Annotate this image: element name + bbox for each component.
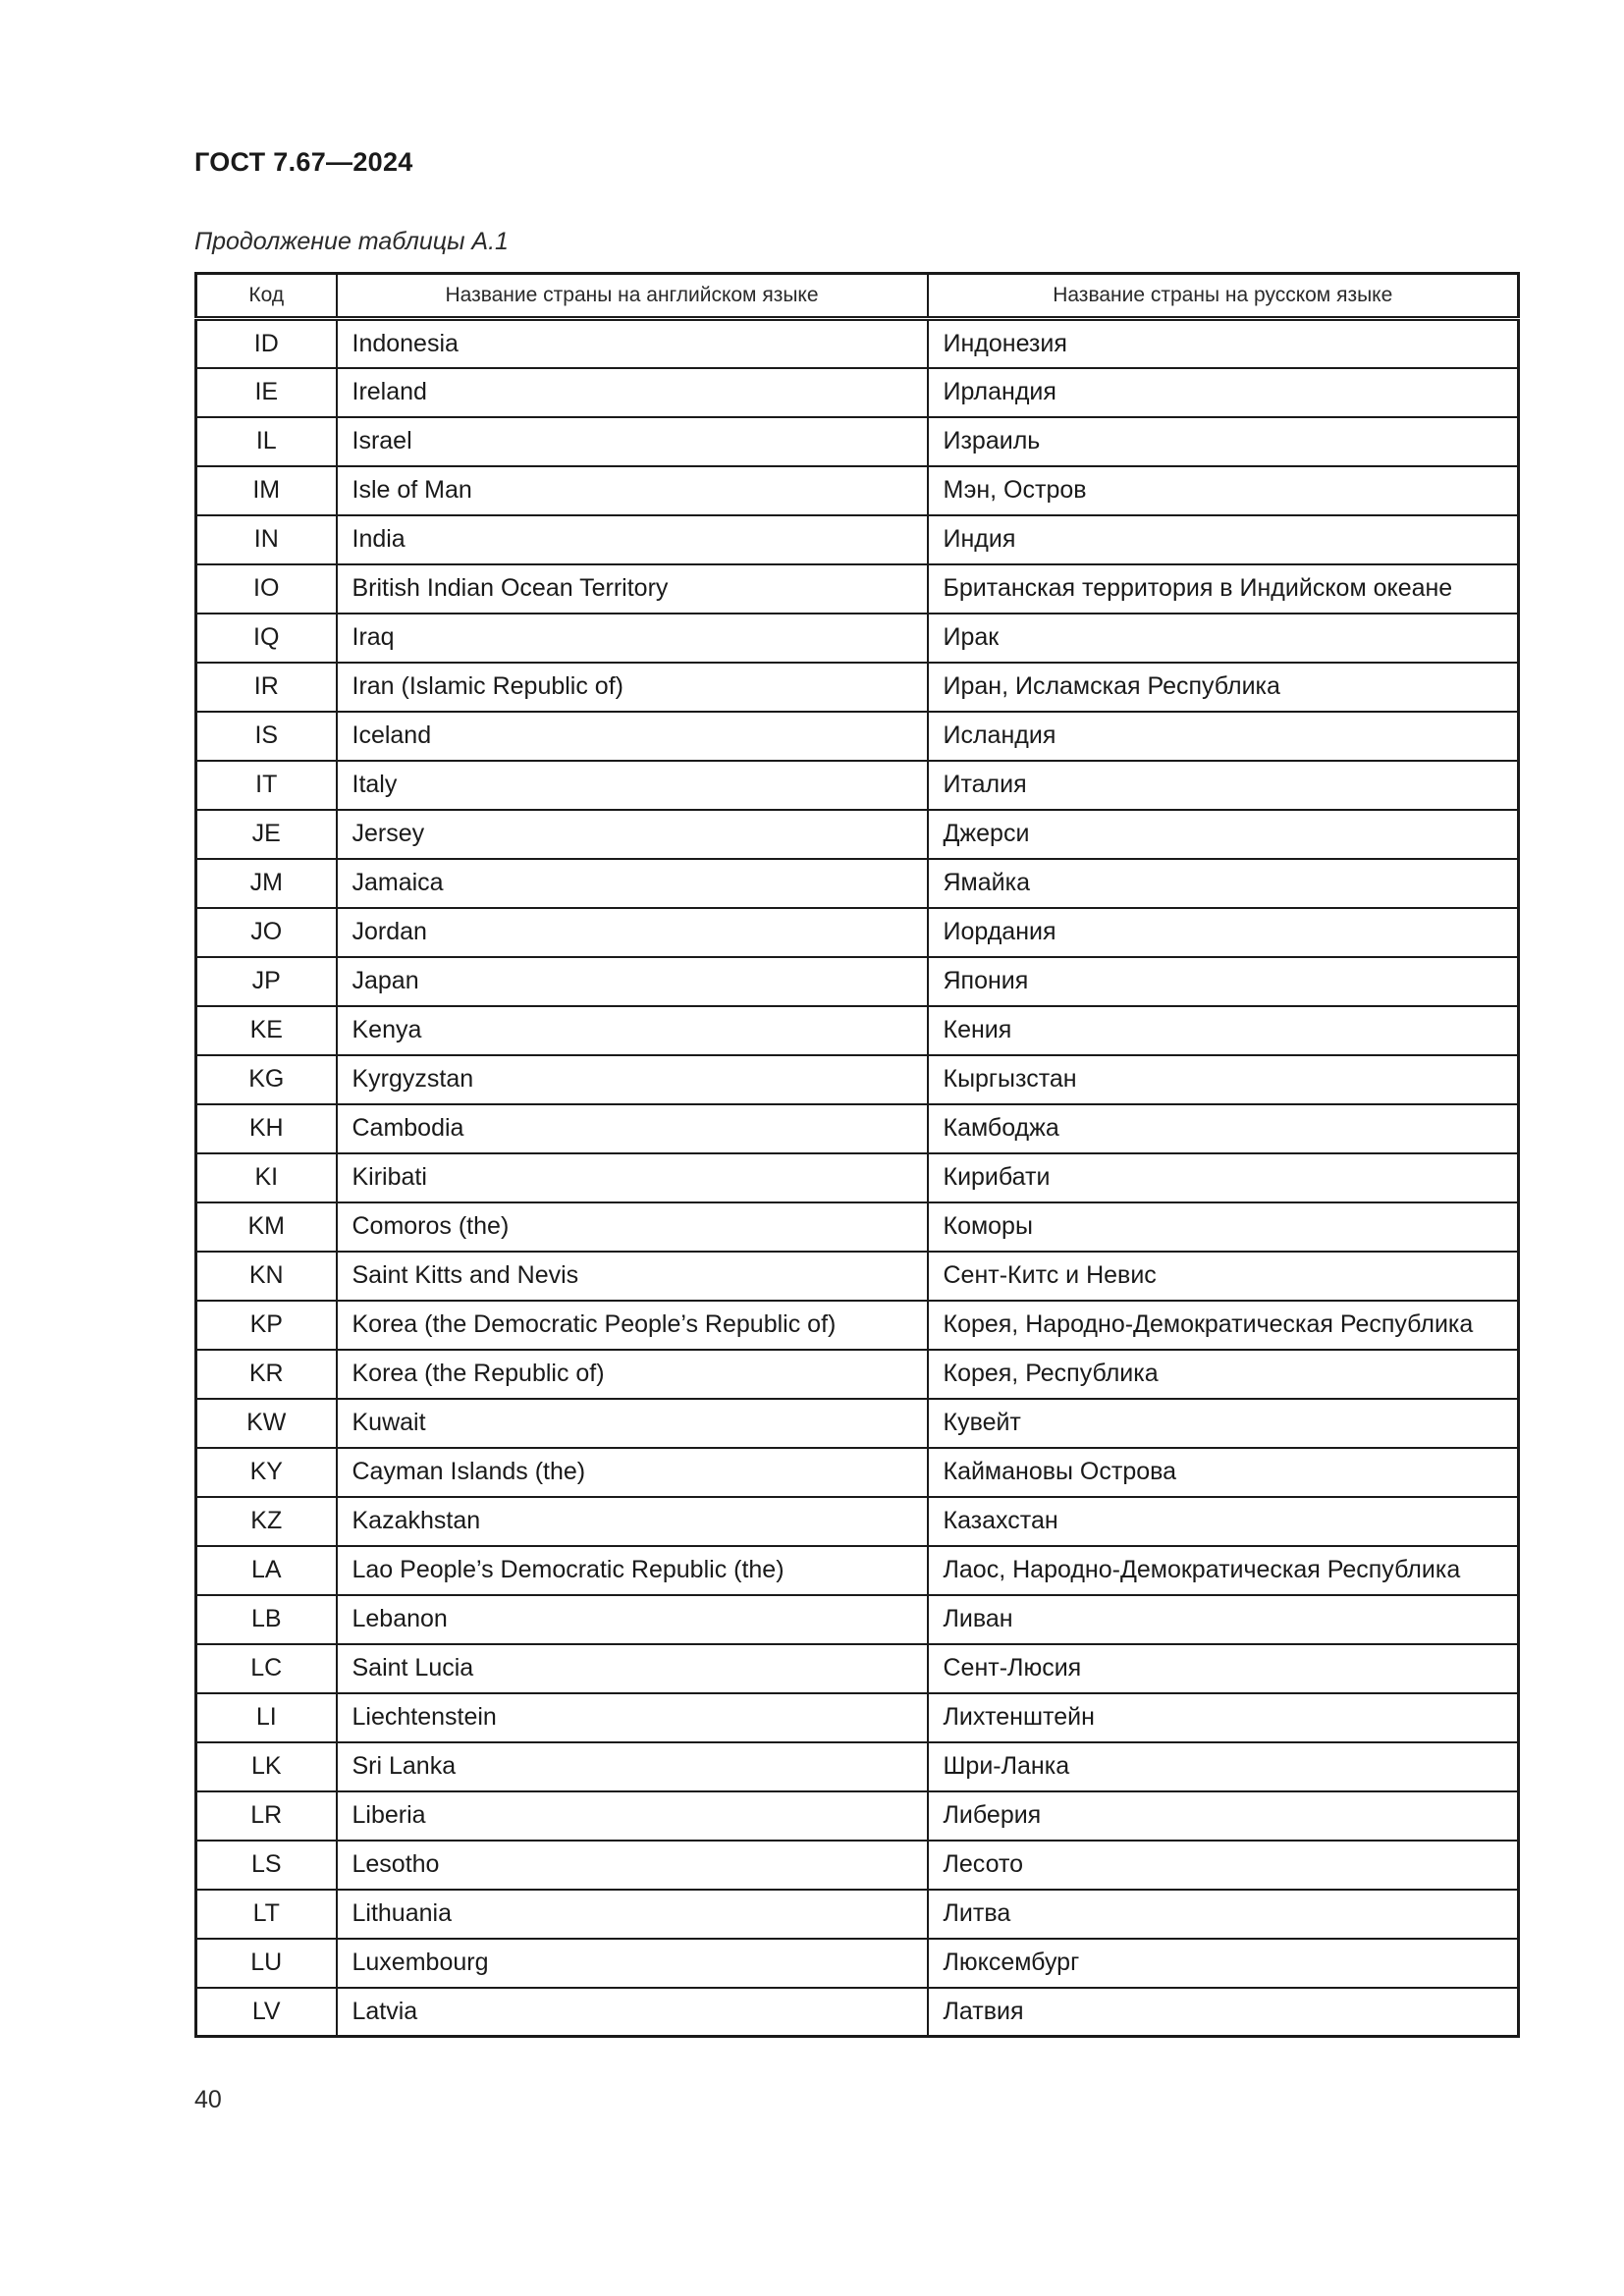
table-row (196, 1252, 1519, 1301)
english-name-cell: Ireland (337, 368, 928, 417)
russian-name-cell: Кувейт (928, 1399, 1519, 1448)
country-code-cell: LU (196, 1939, 337, 1988)
russian-name-cell: Камбоджа (928, 1104, 1519, 1153)
table-row (196, 1791, 1519, 1841)
english-name-cell: Indonesia (337, 319, 928, 368)
table-body (196, 319, 1519, 2037)
country-code-cell: LA (196, 1546, 337, 1595)
english-name-cell: India (337, 515, 928, 564)
table-row (196, 1448, 1519, 1497)
table-row (196, 368, 1519, 417)
table-caption: Продолжение таблицы А.1 (194, 228, 509, 255)
column-header-english-name: Название страны на английском языке (337, 274, 928, 319)
table-row (196, 515, 1519, 564)
english-name-cell: Luxembourg (337, 1939, 928, 1988)
table-header (196, 274, 1519, 319)
table-row (196, 1742, 1519, 1791)
country-code-cell: IE (196, 368, 337, 417)
country-code-cell: LS (196, 1841, 337, 1890)
country-code-cell: LR (196, 1791, 337, 1841)
table-row (196, 1693, 1519, 1742)
russian-name-cell: Кыргызстан (928, 1055, 1519, 1104)
russian-name-cell: Индия (928, 515, 1519, 564)
table-row (196, 1153, 1519, 1202)
russian-name-cell: Шри-Ланка (928, 1742, 1519, 1791)
table-row (196, 1350, 1519, 1399)
russian-name-cell: Ирландия (928, 368, 1519, 417)
russian-name-cell: Кирибати (928, 1153, 1519, 1202)
english-name-cell: Liberia (337, 1791, 928, 1841)
english-name-cell: Saint Kitts and Nevis (337, 1252, 928, 1301)
country-code-cell: KN (196, 1252, 337, 1301)
country-code-cell: LB (196, 1595, 337, 1644)
russian-name-cell: Италия (928, 761, 1519, 810)
table-row (196, 712, 1519, 761)
country-code-cell: JP (196, 957, 337, 1006)
country-codes-table (194, 272, 1520, 2038)
country-code-cell: LC (196, 1644, 337, 1693)
russian-name-cell: Латвия (928, 1988, 1519, 2037)
country-code-cell: JM (196, 859, 337, 908)
table-row (196, 1644, 1519, 1693)
table-row (196, 1546, 1519, 1595)
russian-name-cell: Сент-Китс и Невис (928, 1252, 1519, 1301)
english-name-cell: Lesotho (337, 1841, 928, 1890)
russian-name-cell: Мэн, Остров (928, 466, 1519, 515)
table-row (196, 1497, 1519, 1546)
english-name-cell: Sri Lanka (337, 1742, 928, 1791)
header-row (196, 274, 1519, 319)
english-name-cell: Japan (337, 957, 928, 1006)
russian-name-cell: Литва (928, 1890, 1519, 1939)
russian-name-cell: Япония (928, 957, 1519, 1006)
country-code-cell: LK (196, 1742, 337, 1791)
english-name-cell: Latvia (337, 1988, 928, 2037)
country-code-cell: IT (196, 761, 337, 810)
russian-name-cell: Казахстан (928, 1497, 1519, 1546)
table-row (196, 663, 1519, 712)
english-name-cell: Korea (the Republic of) (337, 1350, 928, 1399)
country-code-cell: KP (196, 1301, 337, 1350)
russian-name-cell: Британская территория в Индийском океане (928, 564, 1519, 614)
english-name-cell: Kyrgyzstan (337, 1055, 928, 1104)
russian-name-cell: Лаос, Народно-Демократическая Республика (928, 1546, 1519, 1595)
table-row (196, 761, 1519, 810)
table-row (196, 1104, 1519, 1153)
english-name-cell: Lithuania (337, 1890, 928, 1939)
english-name-cell: Kenya (337, 1006, 928, 1055)
russian-name-cell: Корея, Республика (928, 1350, 1519, 1399)
table-row (196, 859, 1519, 908)
table-row (196, 1841, 1519, 1890)
country-code-cell: IO (196, 564, 337, 614)
table-row (196, 1890, 1519, 1939)
english-name-cell: British Indian Ocean Territory (337, 564, 928, 614)
english-name-cell: Israel (337, 417, 928, 466)
country-code-cell: LI (196, 1693, 337, 1742)
table-row (196, 614, 1519, 663)
english-name-cell: Cambodia (337, 1104, 928, 1153)
english-name-cell: Comoros (the) (337, 1202, 928, 1252)
russian-name-cell: Джерси (928, 810, 1519, 859)
english-name-cell: Iraq (337, 614, 928, 663)
country-code-cell: KZ (196, 1497, 337, 1546)
table-row (196, 1301, 1519, 1350)
table-row (196, 319, 1519, 368)
english-name-cell: Lebanon (337, 1595, 928, 1644)
table-row (196, 810, 1519, 859)
country-code-cell: KY (196, 1448, 337, 1497)
country-code-cell: ID (196, 319, 337, 368)
country-code-cell: KE (196, 1006, 337, 1055)
country-code-cell: LV (196, 1988, 337, 2037)
country-code-cell: KM (196, 1202, 337, 1252)
country-code-cell: KG (196, 1055, 337, 1104)
table-row (196, 1939, 1519, 1988)
russian-name-cell: Коморы (928, 1202, 1519, 1252)
english-name-cell: Iceland (337, 712, 928, 761)
table-row (196, 908, 1519, 957)
english-name-cell: Kazakhstan (337, 1497, 928, 1546)
russian-name-cell: Лихтенштейн (928, 1693, 1519, 1742)
russian-name-cell: Ямайка (928, 859, 1519, 908)
russian-name-cell: Израиль (928, 417, 1519, 466)
country-code-cell: IM (196, 466, 337, 515)
country-code-cell: IQ (196, 614, 337, 663)
english-name-cell: Liechtenstein (337, 1693, 928, 1742)
table-row (196, 1055, 1519, 1104)
english-name-cell: Isle of Man (337, 466, 928, 515)
country-code-cell: JO (196, 908, 337, 957)
table-row (196, 564, 1519, 614)
country-code-cell: KI (196, 1153, 337, 1202)
english-name-cell: Jamaica (337, 859, 928, 908)
country-code-cell: IR (196, 663, 337, 712)
russian-name-cell: Ливан (928, 1595, 1519, 1644)
russian-name-cell: Исландия (928, 712, 1519, 761)
english-name-cell: Cayman Islands (the) (337, 1448, 928, 1497)
russian-name-cell: Кения (928, 1006, 1519, 1055)
english-name-cell: Italy (337, 761, 928, 810)
english-name-cell: Kuwait (337, 1399, 928, 1448)
table-row (196, 1202, 1519, 1252)
english-name-cell: Korea (the Democratic People’s Republic of) (337, 1301, 928, 1350)
country-code-cell: KR (196, 1350, 337, 1399)
russian-name-cell: Сент-Люсия (928, 1644, 1519, 1693)
english-name-cell: Jersey (337, 810, 928, 859)
document-header: ГОСТ 7.67—2024 (194, 147, 413, 177)
russian-name-cell: Либерия (928, 1791, 1519, 1841)
english-name-cell: Jordan (337, 908, 928, 957)
country-code-cell: KH (196, 1104, 337, 1153)
country-code-cell: IN (196, 515, 337, 564)
russian-name-cell: Индонезия (928, 319, 1519, 368)
table-row (196, 466, 1519, 515)
russian-name-cell: Ирак (928, 614, 1519, 663)
english-name-cell: Lao People’s Democratic Republic (the) (337, 1546, 928, 1595)
country-code-cell: LT (196, 1890, 337, 1939)
russian-name-cell: Каймановы Острова (928, 1448, 1519, 1497)
table-row (196, 1988, 1519, 2037)
table-row (196, 417, 1519, 466)
page-number: 40 (194, 2086, 222, 2113)
table-row (196, 1006, 1519, 1055)
table-row (196, 1399, 1519, 1448)
country-code-cell: JE (196, 810, 337, 859)
russian-name-cell: Корея, Народно-Демократическая Республика (928, 1301, 1519, 1350)
russian-name-cell: Иордания (928, 908, 1519, 957)
country-code-cell: IS (196, 712, 337, 761)
russian-name-cell: Лесото (928, 1841, 1519, 1890)
russian-name-cell: Люксембург (928, 1939, 1519, 1988)
table-row (196, 1595, 1519, 1644)
table-row (196, 957, 1519, 1006)
column-header-code: Код (196, 274, 337, 319)
country-code-cell: IL (196, 417, 337, 466)
english-name-cell: Saint Lucia (337, 1644, 928, 1693)
english-name-cell: Iran (Islamic Republic of) (337, 663, 928, 712)
country-code-cell: KW (196, 1399, 337, 1448)
russian-name-cell: Иран, Исламская Республика (928, 663, 1519, 712)
english-name-cell: Kiribati (337, 1153, 928, 1202)
column-header-russian-name: Название страны на русском языке (928, 274, 1519, 319)
